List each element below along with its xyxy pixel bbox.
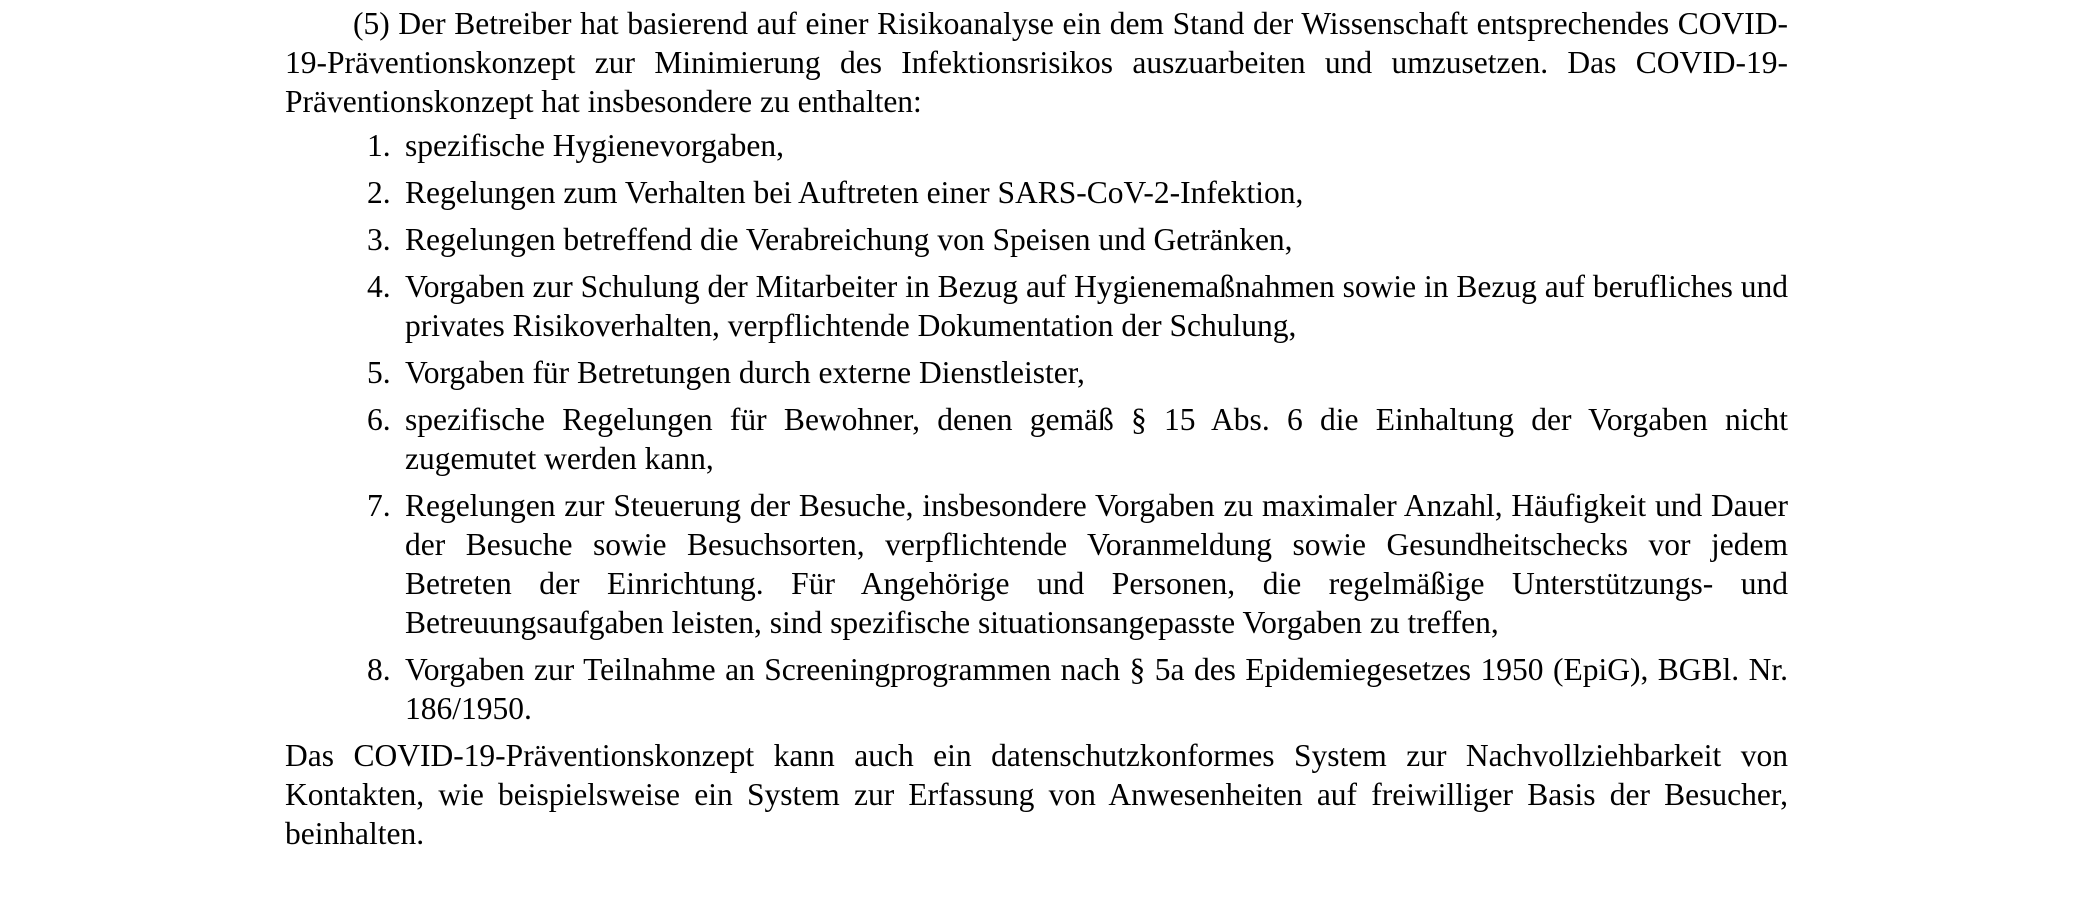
document-page xyxy=(285,4,1788,853)
list-item xyxy=(285,353,1788,392)
list-item-text: spezifische Hygienevorgaben, xyxy=(405,128,785,163)
list-item xyxy=(285,126,1788,165)
list-item xyxy=(285,173,1788,212)
list-item-number: 5. xyxy=(367,355,391,390)
list-item-number: 7. xyxy=(367,488,391,523)
list-item-number: 3. xyxy=(367,222,391,257)
list-item-text: Vorgaben zur Teilnahme an Screeningprogrammen nach § 5a des Epidemiegesetzes 1950 (EpiG), BGBl. Nr. 186/1950. xyxy=(405,652,1788,726)
list-item-number: 8. xyxy=(367,652,391,687)
list-item-number: 4. xyxy=(367,269,391,304)
list-item-text: Regelungen zum Verhalten bei Auftreten einer SARS-CoV-2-Infektion, xyxy=(405,175,1304,210)
list-item-text: spezifische Regelungen für Bewohner, denen gemäß § 15 Abs. 6 die Einhaltung der Vorgaben nicht zugemutet werden kann, xyxy=(405,402,1788,476)
list-item xyxy=(285,650,1788,728)
list-item-text: Vorgaben für Betretungen durch externe Dienstleister, xyxy=(405,355,1085,390)
requirements-list xyxy=(285,126,1788,728)
list-item-number: 2. xyxy=(367,175,391,210)
closing-paragraph: Das COVID-19-Präventionskonzept kann auch ein datenschutzkonformes System zur Nachvollziehbarkeit von Kontakten, wie beispielsweise ein System zur Erfassung von Anwesenheiten auf freiwilliger Basis der Besucher, beinhalten. xyxy=(285,738,1788,851)
list-item xyxy=(285,486,1788,642)
intro-paragraph: (5) Der Betreiber hat basierend auf einer Risikoanalyse ein dem Stand der Wissenschaft entsprechendes COVID-19-Präventionskonzept zur Minimierung des Infektionsrisikos auszuarbeiten und umzusetzen. Das COVID-19-Präventionskonzept hat insbesondere zu enthalten: xyxy=(285,6,1788,119)
list-item-text: Vorgaben zur Schulung der Mitarbeiter in Bezug auf Hygienemaßnahmen sowie in Bezug auf berufliches und privates Risikoverhalten, verpflichtende Dokumentation der Schulung, xyxy=(405,269,1788,343)
list-item xyxy=(285,267,1788,345)
list-item-number: 1. xyxy=(367,128,391,163)
list-item-text: Regelungen zur Steuerung der Besuche, insbesondere Vorgaben zu maximaler Anzahl, Häufigkeit und Dauer der Besuche sowie Besuchsorten, verpflichtende Voranmeldung sowie Gesundheitschecks vor jedem Betreten der Einrichtung. Für Angehörige und Personen, die regelmäßige Unterstützungs- und Betreuungsaufgaben leisten, sind spezifische situationsangepasste Vorgaben zu treffen, xyxy=(405,488,1788,640)
list-item-number: 6. xyxy=(367,402,391,437)
list-item-text: Regelungen betreffend die Verabreichung von Speisen und Getränken, xyxy=(405,222,1293,257)
list-item xyxy=(285,220,1788,259)
list-item xyxy=(285,400,1788,478)
